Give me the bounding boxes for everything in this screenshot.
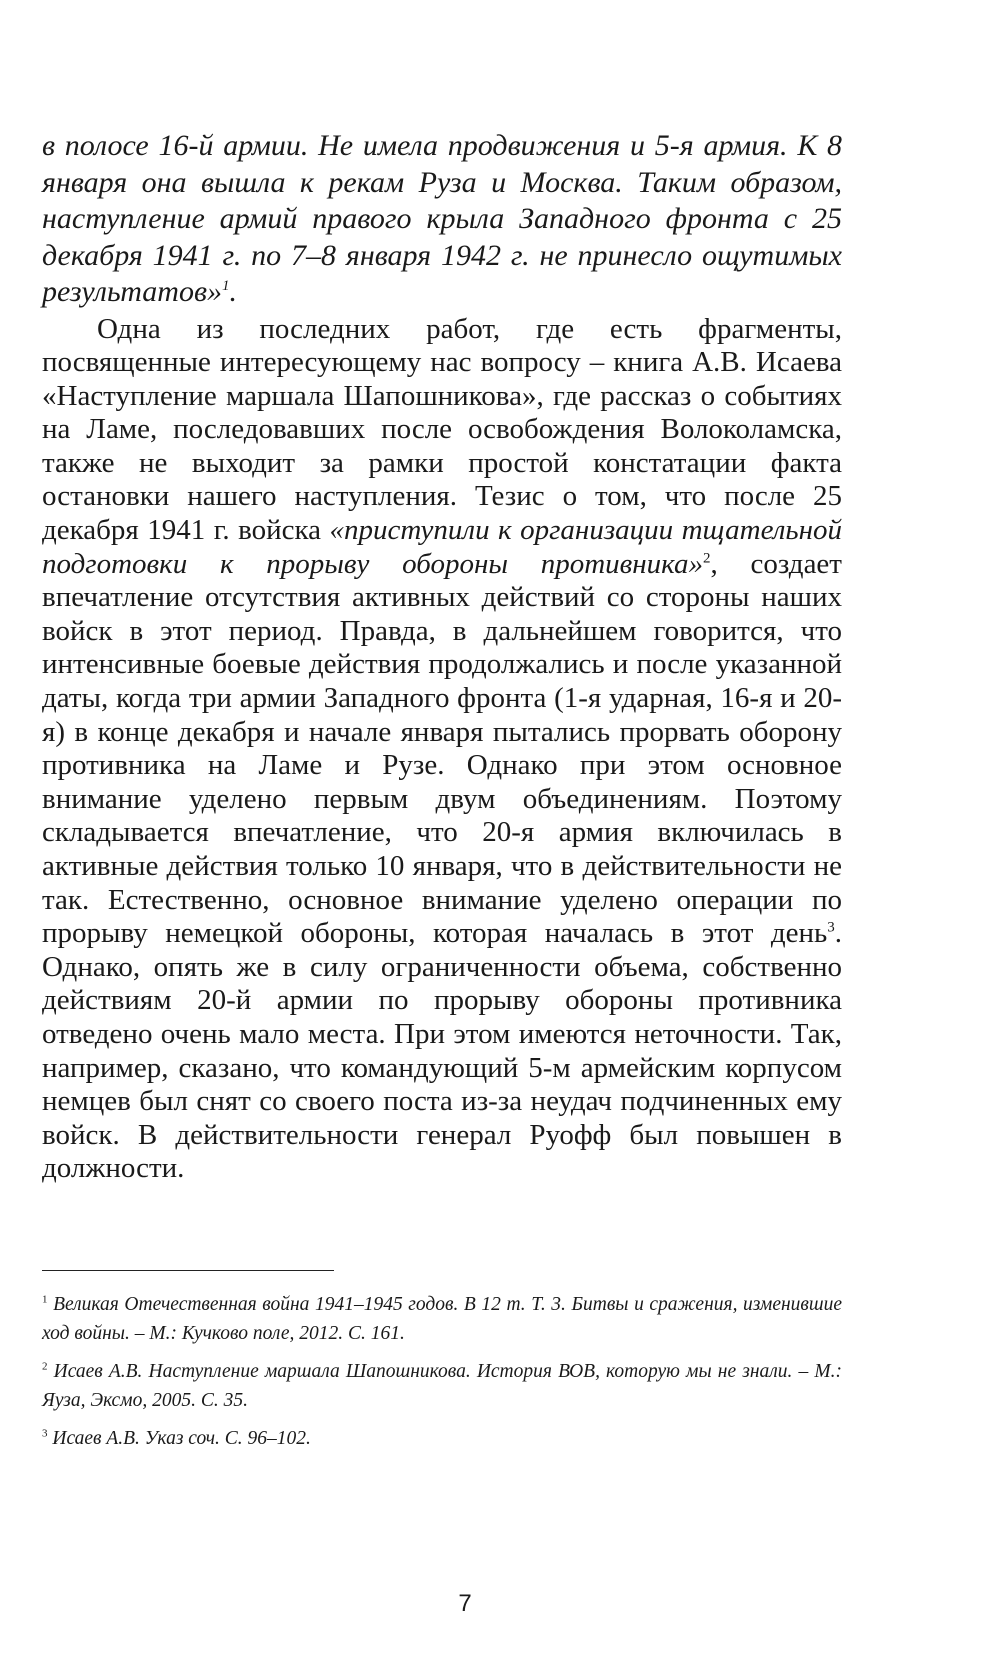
quote-end: . xyxy=(229,275,237,308)
footnote-text: Великая Отечественная война 1941–1945 годов. В 12 т. Т. 3. Битвы и сражения, изменившие ход войны. – М.: Кучково поле, 2012. С. 161. xyxy=(42,1294,842,1344)
footnote-2 xyxy=(42,1357,842,1415)
main-paragraph xyxy=(42,313,842,1186)
paragraph-part-2: , создает впечатление отсутствия активных действий со стороны наших войск в этот период. Правда, в дальнейшем говорится, что интенсивные боевые действия продолжались и после указанной даты, когда три армии Западного фронта (1-я ударная, 16-я и 20-я) в конце декабря и начале января пытались прорвать оборону противника на Ламе и Рузе. Однако при этом основное внимание уделено первым двум объединениям. Поэтому складывается впечатление, что 20-я армия включилась в активные действия только 10 января, что в действительности не так. Естественно, основное внимание уделено операции по прорыву немецкой обороны, которая началась в этот день xyxy=(42,547,842,950)
footnote-text: Исаев А.В. Указ соч. С. 96–102. xyxy=(52,1428,311,1449)
page-body xyxy=(42,128,842,1186)
footnote-number: 3 xyxy=(42,1427,48,1440)
page-number: 7 xyxy=(458,1590,472,1617)
footnote-number: 1 xyxy=(42,1293,48,1306)
footnote-1 xyxy=(42,1290,842,1348)
footnote-text: Исаев А.В. Наступление маршала Шапошникова. История ВОВ, которую мы не знали. – М.: Яуза, Эксмо, 2005. С. 35. xyxy=(42,1361,843,1411)
inline-quote: «приступили к организации тщательной подготовки к прорыву обороны противника» xyxy=(42,514,842,580)
quote-continuation xyxy=(42,128,842,311)
footnote-ref-2[interactable]: 2 xyxy=(703,550,711,566)
footnote-divider xyxy=(42,1270,334,1271)
paragraph-part-3: . Однако, опять же в силу ограниченности объема, собственно действиям 20-й армии по прорыву обороны противника отведено очень мало места. При этом имеются неточности. Так, например, сказано, что командующий 5-м армейским корпусом немцев был снят со своего поста из-за неудач подчиненных ему войск. В действительности генерал Руофф был повышен в должности. xyxy=(42,917,842,1185)
paragraph-part-1: Одна из последних работ, где есть фрагменты, посвященные интересующему нас вопросу – книга А.В. Исаева «Наступление маршала Шапошникова», где рассказ о событиях на Ламе, последовавших после освобождения Волоколамска, также не выходит за рамки простой констатации факта остановки нашего наступления. Тезис о том, что после 25 декабря 1941 г. войска xyxy=(42,312,842,547)
footnote-ref-1[interactable]: 1 xyxy=(222,278,230,294)
footnote-ref-3[interactable]: 3 xyxy=(827,919,835,936)
footnote-3 xyxy=(42,1424,842,1453)
footnotes xyxy=(42,1290,842,1462)
footnote-number: 2 xyxy=(42,1360,48,1373)
quote-text: в полосе 16-й армии. Не имела продвижения и 5-я армия. К 8 января она вышла к рекам Руза и Москва. Таким образом, наступление армий правого крыла Западного фронта с 25 декабря 1941 г. по 7–8 января 1942 г. не принесло ощутимых результатов» xyxy=(42,129,842,308)
